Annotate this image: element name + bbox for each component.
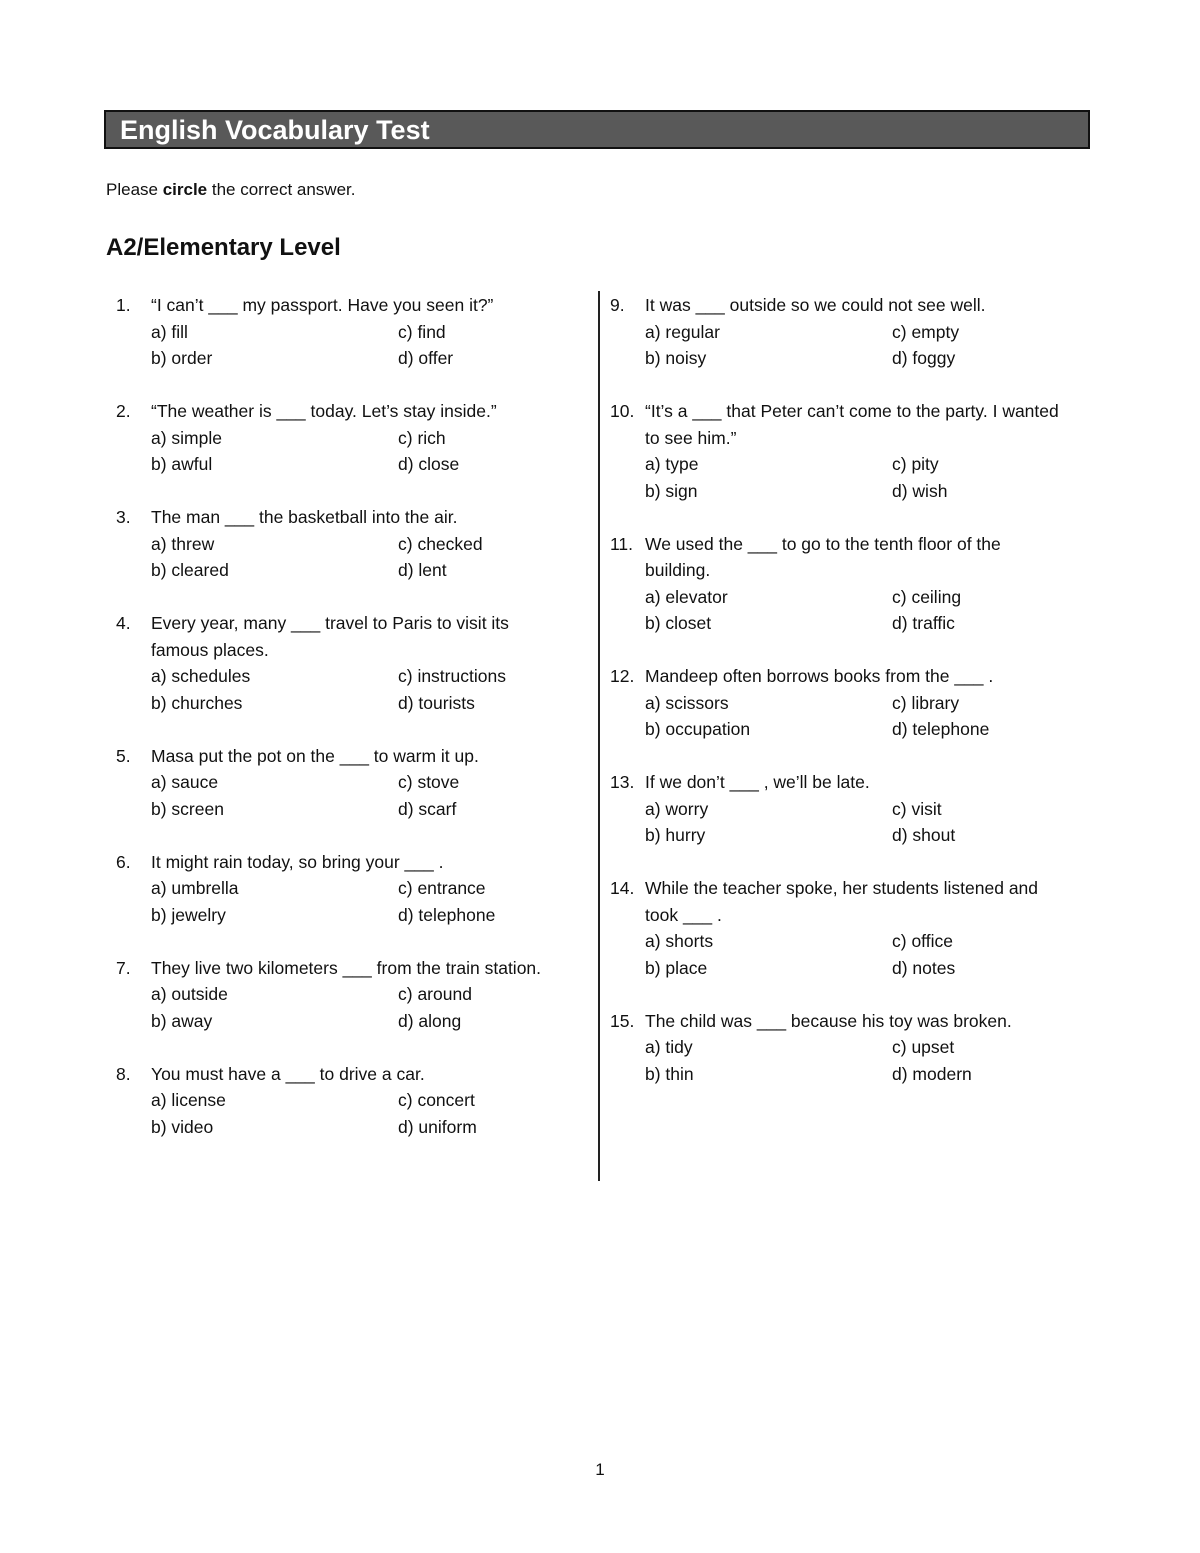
answer-option-d[interactable]: d) notes: [892, 957, 956, 978]
question-text: You must have a ___ to drive a car.: [151, 1063, 425, 1084]
answer-option-b[interactable]: b) churches: [151, 692, 243, 713]
question-text: Masa put the pot on the ___ to warm it up.: [151, 745, 479, 766]
question-text: “I can’t ___ my passport. Have you seen it?”: [151, 295, 494, 315]
answer-option-b[interactable]: b) order: [151, 348, 213, 368]
answer-option-d[interactable]: d) uniform: [398, 1116, 477, 1137]
question-item: [610, 292, 1080, 372]
answer-option-a[interactable]: a) shorts: [645, 931, 714, 951]
answer-option-d[interactable]: d) shout: [892, 825, 956, 845]
answer-options: [151, 425, 586, 478]
answer-option-a[interactable]: a) type: [645, 454, 699, 474]
level-heading: A2/Elementary Level: [106, 234, 341, 261]
answer-option-d[interactable]: d) telephone: [398, 904, 496, 925]
question-text: “It’s a ___ that Peter can’t come to the party. I wanted to see him.”: [645, 401, 1059, 448]
answer-options: [645, 584, 1080, 637]
answer-option-d[interactable]: d) scarf: [398, 798, 457, 819]
question-item: [116, 292, 586, 372]
question-item: [116, 610, 586, 716]
answer-option-c[interactable]: c) checked: [398, 533, 483, 554]
answer-option-a[interactable]: a) outside: [151, 984, 228, 1004]
question-text: They live two kilometers ___ from the train station.: [151, 957, 542, 978]
instructions-before: Please: [106, 180, 163, 199]
question-text: It might rain today, so bring your ___ .: [151, 851, 444, 872]
question-item: [116, 398, 586, 478]
question-number: 15.: [610, 1010, 635, 1031]
question-text: The man ___ the basketball into the air.: [151, 507, 458, 527]
answer-option-d[interactable]: d) traffic: [892, 613, 955, 633]
title-banner: [104, 110, 1090, 149]
question-text: We used the ___ to go to the tenth floor of the building.: [645, 533, 1001, 580]
question-number: 7.: [116, 957, 131, 978]
question-item: [610, 531, 1080, 637]
answer-option-b[interactable]: b) cleared: [151, 560, 229, 580]
answer-option-d[interactable]: d) tourists: [398, 692, 475, 713]
question-text: The child was ___ because his toy was broken.: [645, 1010, 1012, 1031]
answer-options: [151, 981, 586, 1034]
answer-options: [151, 1087, 586, 1140]
question-number: 14.: [610, 878, 635, 898]
answer-option-c[interactable]: c) pity: [892, 454, 939, 474]
answer-option-c[interactable]: c) concert: [398, 1090, 475, 1110]
answer-option-a[interactable]: a) tidy: [645, 1037, 693, 1057]
answer-options: [645, 690, 1080, 743]
answer-options: [645, 451, 1080, 504]
answer-options: [151, 319, 586, 372]
question-item: [610, 663, 1080, 743]
question-item: [610, 398, 1080, 504]
question-item: [610, 1008, 1080, 1088]
question-number: 2.: [116, 401, 131, 421]
questions-right-column: [610, 292, 1080, 1114]
instructions: [106, 180, 355, 200]
question-text: Every year, many ___ travel to Paris to visit its famous places.: [151, 613, 509, 660]
answer-option-c[interactable]: c) entrance: [398, 878, 486, 898]
answer-option-b[interactable]: b) jewelry: [151, 904, 226, 925]
answer-option-c[interactable]: c) upset: [892, 1037, 955, 1057]
answer-option-b[interactable]: b) hurry: [645, 825, 706, 845]
answer-option-c[interactable]: c) empty: [892, 321, 960, 342]
answer-option-a[interactable]: a) elevator: [645, 586, 728, 607]
answer-option-a[interactable]: a) worry: [645, 798, 709, 819]
answer-option-c[interactable]: c) office: [892, 931, 953, 951]
answer-option-b[interactable]: b) awful: [151, 454, 213, 474]
answer-options: [151, 531, 586, 584]
answer-option-c[interactable]: c) instructions: [398, 666, 506, 686]
answer-option-b[interactable]: b) place: [645, 957, 708, 978]
question-text: “The weather is ___ today. Let’s stay inside.”: [151, 401, 497, 421]
answer-option-c[interactable]: c) visit: [892, 798, 942, 819]
question-text: Mandeep often borrows books from the ___ .: [645, 666, 994, 686]
question-number: 8.: [116, 1063, 131, 1084]
questions-left-column: [116, 292, 586, 1167]
column-divider: [598, 291, 600, 1181]
question-number: 4.: [116, 613, 131, 633]
answer-option-b[interactable]: b) video: [151, 1116, 214, 1137]
question-item: [116, 504, 586, 584]
question-number: 9.: [610, 295, 625, 315]
answer-option-b[interactable]: b) thin: [645, 1063, 694, 1084]
question-number: 1.: [116, 295, 131, 315]
answer-option-b[interactable]: b) away: [151, 1010, 213, 1031]
answer-options: [645, 1034, 1080, 1087]
question-item: [116, 955, 586, 1035]
answer-option-d[interactable]: d) close: [398, 454, 460, 474]
question-item: [610, 875, 1080, 981]
answer-option-a[interactable]: a) sauce: [151, 772, 219, 792]
answer-option-d[interactable]: d) modern: [892, 1063, 972, 1084]
question-number: 5.: [116, 745, 131, 766]
answer-option-b[interactable]: b) occupation: [645, 719, 751, 739]
answer-option-a[interactable]: a) fill: [151, 321, 188, 342]
answer-option-b[interactable]: b) closet: [645, 613, 712, 633]
answer-option-b[interactable]: b) noisy: [645, 348, 707, 368]
answer-option-a[interactable]: a) license: [151, 1090, 226, 1110]
answer-option-a[interactable]: a) umbrella: [151, 878, 239, 898]
answer-option-c[interactable]: c) ceiling: [892, 586, 962, 607]
answer-option-c[interactable]: c) find: [398, 321, 446, 342]
question-item: [116, 1061, 586, 1141]
answer-option-b[interactable]: b) sign: [645, 480, 698, 501]
answer-option-d[interactable]: d) foggy: [892, 348, 956, 368]
answer-options: [151, 663, 586, 716]
answer-option-a[interactable]: a) schedules: [151, 666, 251, 686]
answer-options: [151, 769, 586, 822]
answer-option-b[interactable]: b) screen: [151, 798, 224, 819]
question-text: While the teacher spoke, her students listened and took ___ .: [645, 878, 1039, 925]
answer-option-c[interactable]: c) around: [398, 984, 472, 1004]
question-number: 12.: [610, 666, 635, 686]
instructions-after: the correct answer.: [207, 180, 356, 199]
answer-options: [151, 875, 586, 928]
question-item: [116, 743, 586, 823]
answer-option-a[interactable]: a) simple: [151, 427, 222, 448]
page-title: English Vocabulary Test: [120, 115, 430, 145]
question-number: 10.: [610, 401, 635, 421]
answer-option-d[interactable]: d) along: [398, 1010, 462, 1031]
page-number: 1: [595, 1460, 605, 1479]
question-number: 3.: [116, 507, 131, 527]
answer-options: [645, 796, 1080, 849]
answer-option-c[interactable]: c) library: [892, 692, 960, 713]
instructions-emphasis: circle: [162, 180, 208, 199]
answer-option-a[interactable]: a) regular: [645, 321, 720, 342]
question-text: It was ___ outside so we could not see well.: [645, 295, 986, 315]
answer-option-d[interactable]: d) telephone: [892, 719, 990, 739]
answer-option-d[interactable]: d) offer: [398, 348, 454, 368]
question-number: 11.: [610, 533, 634, 554]
question-text: If we don’t ___ , we’ll be late.: [645, 772, 870, 792]
answer-option-c[interactable]: c) rich: [398, 427, 446, 448]
answer-option-a[interactable]: a) threw: [151, 533, 215, 554]
answer-options: [645, 928, 1080, 981]
answer-option-d[interactable]: d) lent: [398, 560, 447, 580]
question-number: 6.: [116, 851, 131, 872]
question-number: 13.: [610, 772, 635, 792]
answer-options: [645, 319, 1080, 372]
question-item: [610, 769, 1080, 849]
question-item: [116, 849, 586, 929]
answer-option-d[interactable]: d) wish: [892, 480, 948, 501]
answer-option-a[interactable]: a) scissors: [645, 692, 729, 713]
answer-option-c[interactable]: c) stove: [398, 772, 460, 792]
